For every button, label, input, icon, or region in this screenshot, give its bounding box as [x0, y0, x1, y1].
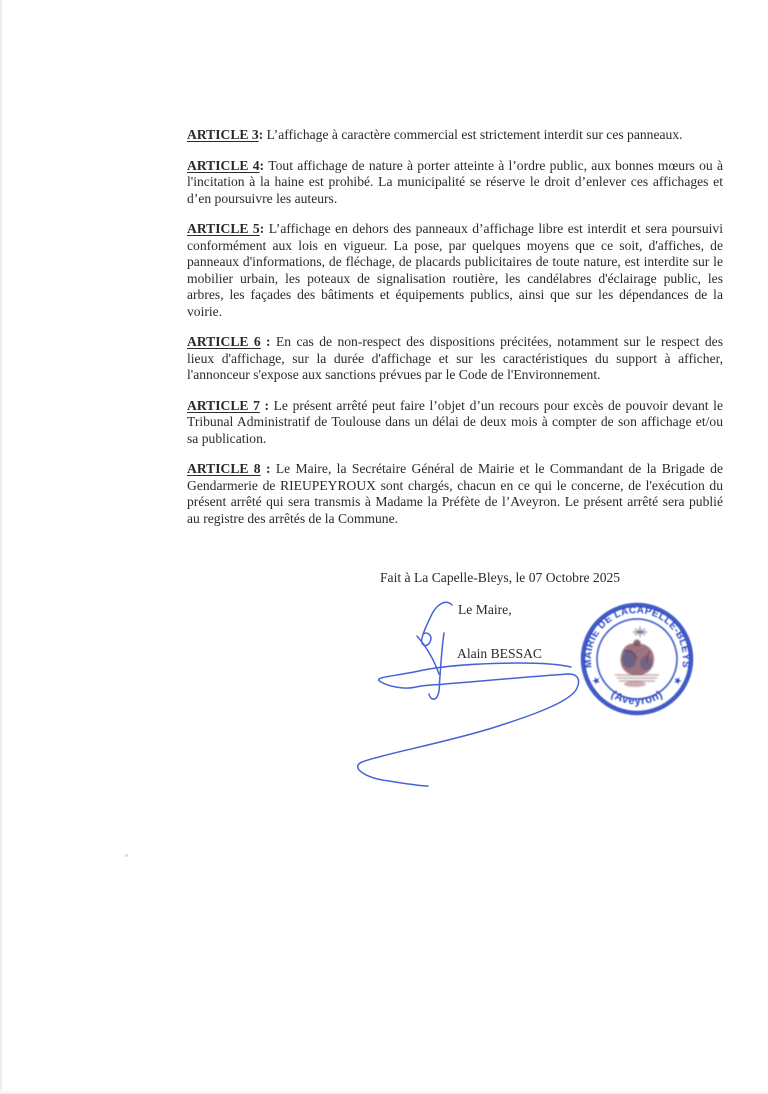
- article-3-text: L’affichage à caractère commercial est strictement interdit sur ces panneaux.: [266, 127, 683, 142]
- article-8-separator: :: [260, 461, 276, 476]
- article-paragraph-8: [187, 461, 723, 527]
- article-8-label: ARTICLE 8: [187, 461, 261, 476]
- scan-artifact-speck: [125, 854, 128, 857]
- article-7-separator: :: [259, 397, 274, 413]
- place-date-line: Fait à La Capelle-Bleys, le 07 Octobre 2025: [380, 570, 621, 585]
- article-paragraph-3: [187, 127, 723, 144]
- page-left-edge-shadow: [0, 0, 3, 1094]
- stamp-center-emblem: [615, 627, 659, 687]
- article-7-label: ARTICLE 7: [187, 397, 260, 413]
- document-body: [187, 127, 723, 541]
- signer-name: Alain BESSAC: [457, 646, 542, 661]
- article-5-text: L’affichage en dehors des panneaux d’affichage libre est interdit et sera poursuivi conformément aux lois en vigueur. La pose, par quelques moyens que ce soit, d'affiches, de panneaux d'informations, de fléchage, de placards publicitaires de toute nature, est interdite sur le mobilier urbain, les poteaux de signalisation routière, les candélabres d'éclairage public, les arbres, les façades des bâtiments et équipements publics, ainsi que sur les dépendances de la voirie.: [187, 221, 723, 319]
- stamp-star-right-icon: ★: [671, 674, 684, 689]
- stamp-star-left-icon: ★: [590, 674, 603, 689]
- article-4-label: ARTICLE 4: [187, 157, 260, 173]
- article-6-text: En cas de non-respect des dispositions précitées, notamment sur le respect des lieux d'affichage, sur la durée d'affichage et sur les caractéristiques du support à afficher, l'annonceur s'expose aux sanctions prévues par le Code de l'Environnement.: [187, 334, 723, 382]
- article-8-text: Le Maire, la Secrétaire Général de Mairie et le Commandant de la Brigade de Gendarmerie de RIEUPEYROUX sont chargés, chacun en ce qui le concerne, de l'exécution du présent arrêté qui sera transmis à Madame la Préfète de l’Aveyron. Le présent arrêté sera publié au registre des arrêtés de la Commune.: [187, 461, 723, 526]
- article-7-text: Le présent arrêté peut faire l’objet d’un recours pour excès de pouvoir devant le Tribunal Administratif de Toulouse dans un délai de deux mois à compter de son affichage et/ou sa publication.: [187, 397, 723, 446]
- page-bottom-edge-shadow: [0, 1090, 768, 1094]
- article-paragraph-7: [187, 398, 723, 448]
- signature-stroke-loop: [358, 663, 579, 786]
- article-paragraph-6: [187, 334, 723, 384]
- article-paragraph-4: [187, 158, 723, 208]
- stamp-ring-text: MAIRIE DE LACAPELLE-BLEYS: [582, 604, 692, 669]
- article-4-text: Tout affichage de nature à porter atteinte à l’ordre public, aux bonnes mœurs ou à l'incitation à la haine est prohibé. La municipalité se réserve le droit d’enlever ces affichages et d’en poursuivre les auteurs.: [187, 157, 723, 206]
- svg-text:(Aveyron): [609, 689, 665, 708]
- article-4-separator: :: [259, 157, 269, 173]
- article-6-label: ARTICLE 6: [187, 334, 261, 349]
- article-3-label: ARTICLE 3: [187, 127, 259, 142]
- stamp-subtext: (Aveyron): [608, 688, 666, 708]
- municipal-stamp: [577, 599, 697, 719]
- article-5-label: ARTICLE 5: [187, 221, 260, 236]
- article-3-separator: :: [258, 127, 267, 142]
- article-6-separator: :: [260, 334, 276, 349]
- article-paragraph-5: [187, 221, 723, 320]
- handwritten-signature: [344, 597, 589, 797]
- signer-title: Le Maire,: [458, 602, 512, 617]
- article-5-separator: :: [259, 221, 269, 236]
